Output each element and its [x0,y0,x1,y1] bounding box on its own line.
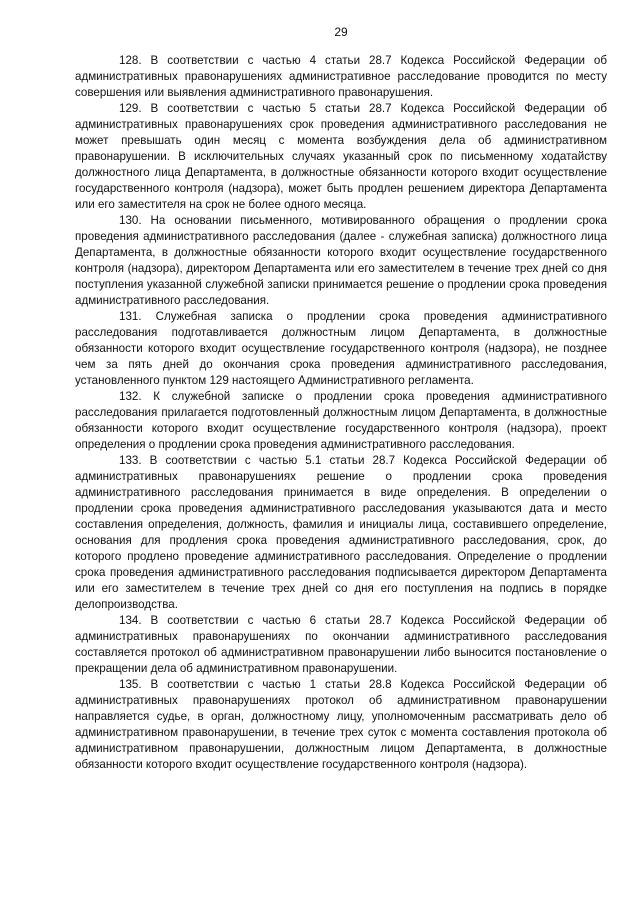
document-page [75,24,607,773]
paragraph-130: 130. На основании письменного, мотивированного обращения о продлении срока проведения административного расследования (далее - служебная записка) должностного лица Департамента, в должностные обязанности которого входит осуществление государственного контроля (надзора), директором Департамента или его заместителем в течение трех дней со дня поступления указанной служебной записки принимается решение о продлении срока проведения административного расследования. [75,214,607,307]
paragraph-133: 133. В соответствии с частью 5.1 статьи 28.7 Кодекса Российской Федерации об административных правонарушениях решение о продлении срока проведения административного расследования принимается в виде определения. В определении о продлении срока проведения административного расследования указываются дата и место составления определения, должность, фамилия и инициалы лица, составившего определение, основания для продления срока проведения административного расследования, срок, до которого продлено проведение административного расследования. Определение о продлении срока проведения административного расследования подписывается директором Департамента или его заместителем в течение трех дней со дня его поступления на подпись в порядке делопроизводства. [75,454,607,611]
paragraph-132: 132. К служебной записке о продлении срока проведения административного расследования прилагается подготовленный должностным лицом Департамента, в должностные обязанности которого входит осуществление государственного контроля (надзора), проект определения о продлении срока проведения административного расследования. [75,390,607,451]
paragraph-134: 134. В соответствии с частью 6 статьи 28.7 Кодекса Российской Федерации об административных правонарушениях по окончании административного расследования составляется протокол об административном правонарушении либо выносится постановление о прекращении дела об административном правонарушении. [75,614,607,675]
paragraph-135: 135. В соответствии с частью 1 статьи 28.8 Кодекса Российской Федерации об административных правонарушениях протокол об административном правонарушении направляется судье, в орган, должностному лицу, уполномоченным рассматривать дело об административном правонарушении, в течение трех суток с момента составления протокола об административном правонарушении, должностным лицом Департамента, в должностные обязанности которого входит осуществление государственного контроля (надзора). [75,678,607,771]
paragraph-129: 129. В соответствии с частью 5 статьи 28.7 Кодекса Российской Федерации об административных правонарушениях срок проведения административного расследования не может превышать один месяц с момента возбуждения дела об административном правонарушении. В исключительных случаях указанный срок по письменному ходатайству должностного лица Департамента, в должностные обязанности которого входит осуществление государственного контроля (надзора), может быть продлен решением директора Департамента или его заместителя на срок не более одного месяца. [75,102,607,211]
paragraph-128: 128. В соответствии с частью 4 статьи 28.7 Кодекса Российской Федерации об административных правонарушениях административное расследование проводится по месту совершения или выявления административного правонарушения. [75,54,607,99]
paragraph-131: 131. Служебная записка о продлении срока проведения административного расследования подготавливается должностным лицом Департамента, в должностные обязанности которого входит осуществление государственного контроля (надзора), не позднее чем за пять дней до окончания срока проведения административного расследования, установленного пунктом 129 настоящего Административного регламента. [75,310,607,387]
page-number: 29 [334,25,348,39]
